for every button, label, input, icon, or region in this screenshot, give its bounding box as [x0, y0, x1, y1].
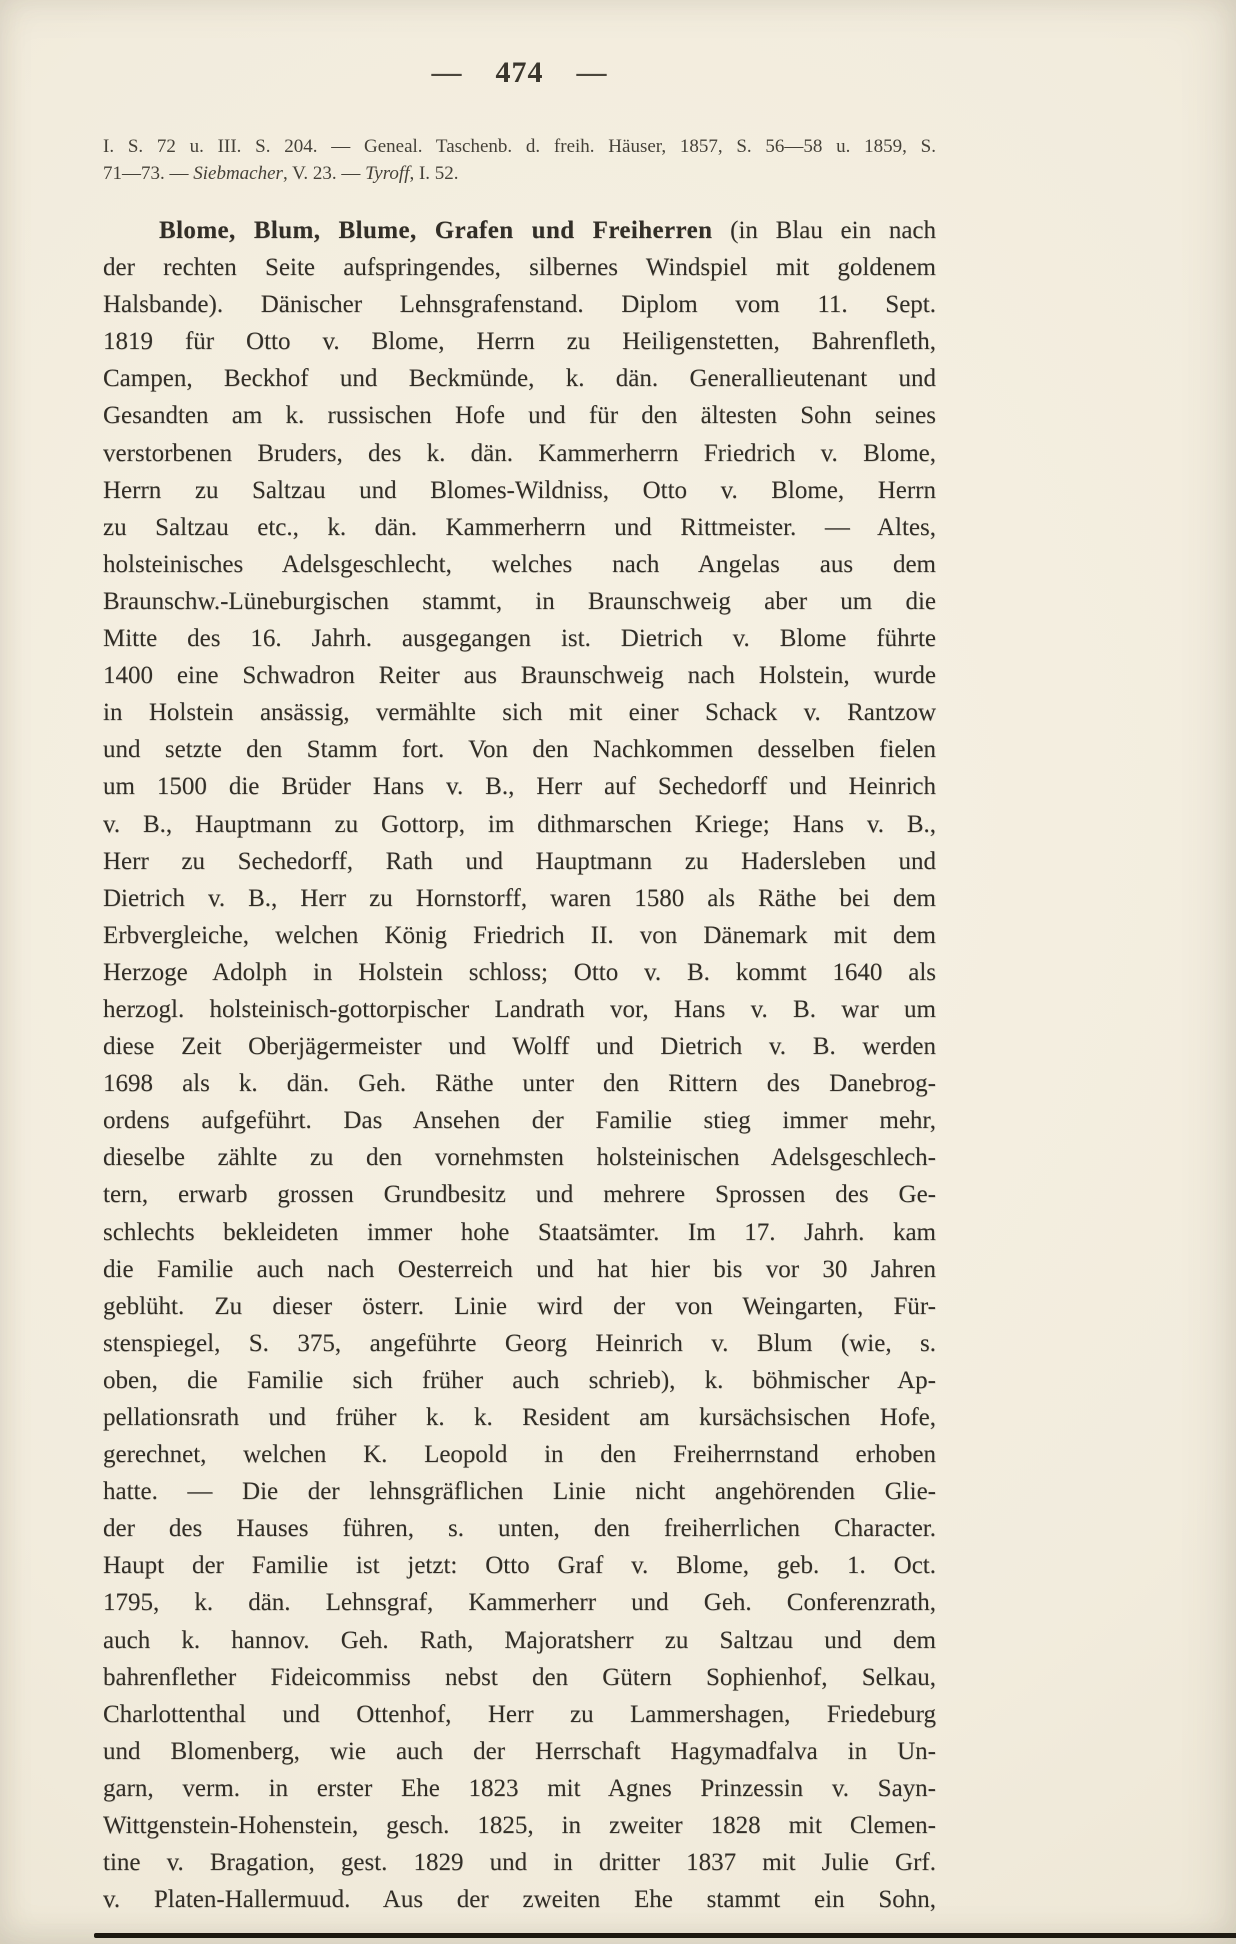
text-line: Haupt der Familie ist jetzt: Otto Graf v. Blome, geb. 1. Oct. — [103, 1552, 936, 1580]
text-line: Dietrich v. B., Herr zu Hornstorff, waren 1580 als Räthe bei dem — [103, 884, 936, 912]
text-line: v. B., Hauptmann zu Gottorp, im dithmarschen Kriege; Hans v. B., — [103, 810, 936, 838]
text-line: diese Zeit Oberjägermeister und Wolff und Dietrich v. B. werden — [103, 1033, 936, 1061]
article-first-line — [103, 212, 936, 249]
reference-note — [103, 133, 936, 187]
article-lead-bold: Blome, Blum, Blume, Grafen und Freiherren — [159, 217, 713, 244]
text-line: der rechten Seite aufspringendes, silbernes Windspiel mit goldenem — [103, 254, 936, 282]
text-line: tine v. Bragation, gest. 1829 und in dritter 1837 mit Julie Grf. — [103, 1849, 936, 1877]
reference-source-siebmacher: Siebmacher — [193, 163, 283, 184]
text-line: Charlottenthal und Ottenhof, Herr zu Lammershagen, Friedeburg — [103, 1700, 936, 1728]
text-line: garn, verm. in erster Ehe 1823 mit Agnes Prinzessin v. Sayn- — [103, 1774, 936, 1802]
text-line: herzogl. holsteinisch-gottorpischer Landrath vor, Hans v. B. war um — [103, 995, 936, 1023]
text-line: in Holstein ansässig, vermählte sich mit einer Schack v. Rantzow — [103, 699, 936, 727]
text-line: oben, die Familie sich früher auch schrieb), k. böhmischer Ap- — [103, 1366, 936, 1394]
text-line: Halsbande). Dänischer Lehnsgrafenstand. Diplom vom 11. Sept. — [103, 291, 936, 319]
text-line: Mitte des 16. Jahrh. ausgegangen ist. Dietrich v. Blome führte — [103, 625, 936, 653]
text-line: Braunschw.-Lüneburgischen stammt, in Braunschweig aber um die — [103, 587, 936, 615]
text-line: Wittgenstein-Hohenstein, gesch. 1825, in zweiter 1828 mit Clemen- — [103, 1812, 936, 1840]
page-number-dash-left: — — [431, 56, 463, 89]
text-line: hatte. — Die der lehnsgräflichen Linie nicht angehörenden Glie- — [103, 1478, 936, 1506]
text-line: schlechts bekleideten immer hohe Staatsämter. Im 17. Jahrh. kam — [103, 1218, 936, 1246]
text-line: Herr zu Sechedorff, Rath und Hauptmann zu Hadersleben und — [103, 847, 936, 875]
text-line: geblüht. Zu dieser österr. Linie wird der von Weingarten, Für- — [103, 1292, 936, 1320]
text-line: Herrn zu Saltzau und Blomes-Wildniss, Otto v. Blome, Herrn — [103, 476, 936, 504]
text-line: holsteinisches Adelsgeschlecht, welches nach Angelas aus dem — [103, 550, 936, 578]
text-line: um 1500 die Brüder Hans v. B., Herr auf Sechedorff und Heinrich — [103, 773, 936, 801]
page-number-value: 474 — [495, 56, 544, 89]
text-line: stenspiegel, S. 375, angeführte Georg Heinrich v. Blum (wie, s. — [103, 1329, 936, 1357]
text-line: 1819 für Otto v. Blome, Herrn zu Heiligenstetten, Bahrenfleth, — [103, 328, 936, 356]
text-line: 1698 als k. dän. Geh. Räthe unter den Rittern des Danebrog- — [103, 1070, 936, 1098]
text-line: Campen, Beckhof und Beckmünde, k. dän. Generallieutenant und — [103, 365, 936, 393]
text-line: und setzte den Stamm fort. Von den Nachkommen desselben fielen — [103, 736, 936, 764]
article-lines — [103, 249, 936, 1918]
reference-line-2-text: , I. 52. — [409, 163, 459, 184]
reference-line-2-text: , V. 23. — — [282, 163, 366, 184]
reference-line-1: I. S. 72 u. III. S. 204. — Geneal. Taschenb. d. freih. Häuser, 1857, S. 56—58 u. 1859, S. — [103, 136, 936, 157]
text-line: 1795, k. dän. Lehnsgraf, Kammerherr und Geh. Conferenzrath, — [103, 1589, 936, 1617]
text-line: Herzoge Adolph in Holstein schloss; Otto v. B. kommt 1640 als — [103, 958, 936, 986]
text-line: Gesandten am k. russischen Hofe und für den ältesten Sohn seines — [103, 402, 936, 430]
text-line: und Blomenberg, wie auch der Herrschaft Hagymadfalva in Un- — [103, 1737, 936, 1765]
article-paragraph — [103, 212, 936, 1918]
reference-line-2-text: 71—73. — — [103, 163, 194, 184]
text-line: der des Hauses führen, s. unten, den freiherrlichen Character. — [103, 1515, 936, 1543]
text-line: tern, erwarb grossen Grundbesitz und mehrere Sprossen des Ge- — [103, 1181, 936, 1209]
text-line: v. Platen-Hallermuud. Aus der zweiten Ehe stammt ein Sohn, — [103, 1886, 936, 1914]
scan-edge-artifact — [94, 1933, 1236, 1938]
text-line: gerechnet, welchen K. Leopold in den Freiherrnstand erhoben — [103, 1441, 936, 1469]
text-line: auch k. hannov. Geh. Rath, Majoratsherr zu Saltzau und dem — [103, 1626, 936, 1654]
page-number — [103, 56, 936, 90]
reference-source-tyroff: Tyroff — [365, 163, 410, 184]
text-line: bahrenflether Fideicommiss nebst den Gütern Sophienhof, Selkau, — [103, 1663, 936, 1691]
text-line: dieselbe zählte zu den vornehmsten holsteinischen Adelsgeschlech- — [103, 1144, 936, 1172]
reference-line-2 — [103, 160, 936, 187]
text-line: pellationsrath und früher k. k. Resident am kursächsischen Hofe, — [103, 1404, 936, 1431]
text-line: die Familie auch nach Oesterreich und hat hier bis vor 30 Jahren — [103, 1255, 936, 1283]
text-line: zu Saltzau etc., k. dän. Kammerherrn und Rittmeister. — Altes, — [103, 513, 936, 541]
page-number-dash-right: — — [576, 56, 608, 89]
article-first-line-rest: (in Blau ein nach — [730, 217, 937, 244]
text-line: ordens aufgeführt. Das Ansehen der Familie stieg immer mehr, — [103, 1107, 936, 1135]
text-line: verstorbenen Bruders, des k. dän. Kammerherrn Friedrich v. Blome, — [103, 439, 936, 467]
text-line: 1400 eine Schwadron Reiter aus Braunschweig nach Holstein, wurde — [103, 662, 936, 690]
text-line: Erbvergleiche, welchen König Friedrich II. von Dänemark mit dem — [103, 921, 936, 949]
